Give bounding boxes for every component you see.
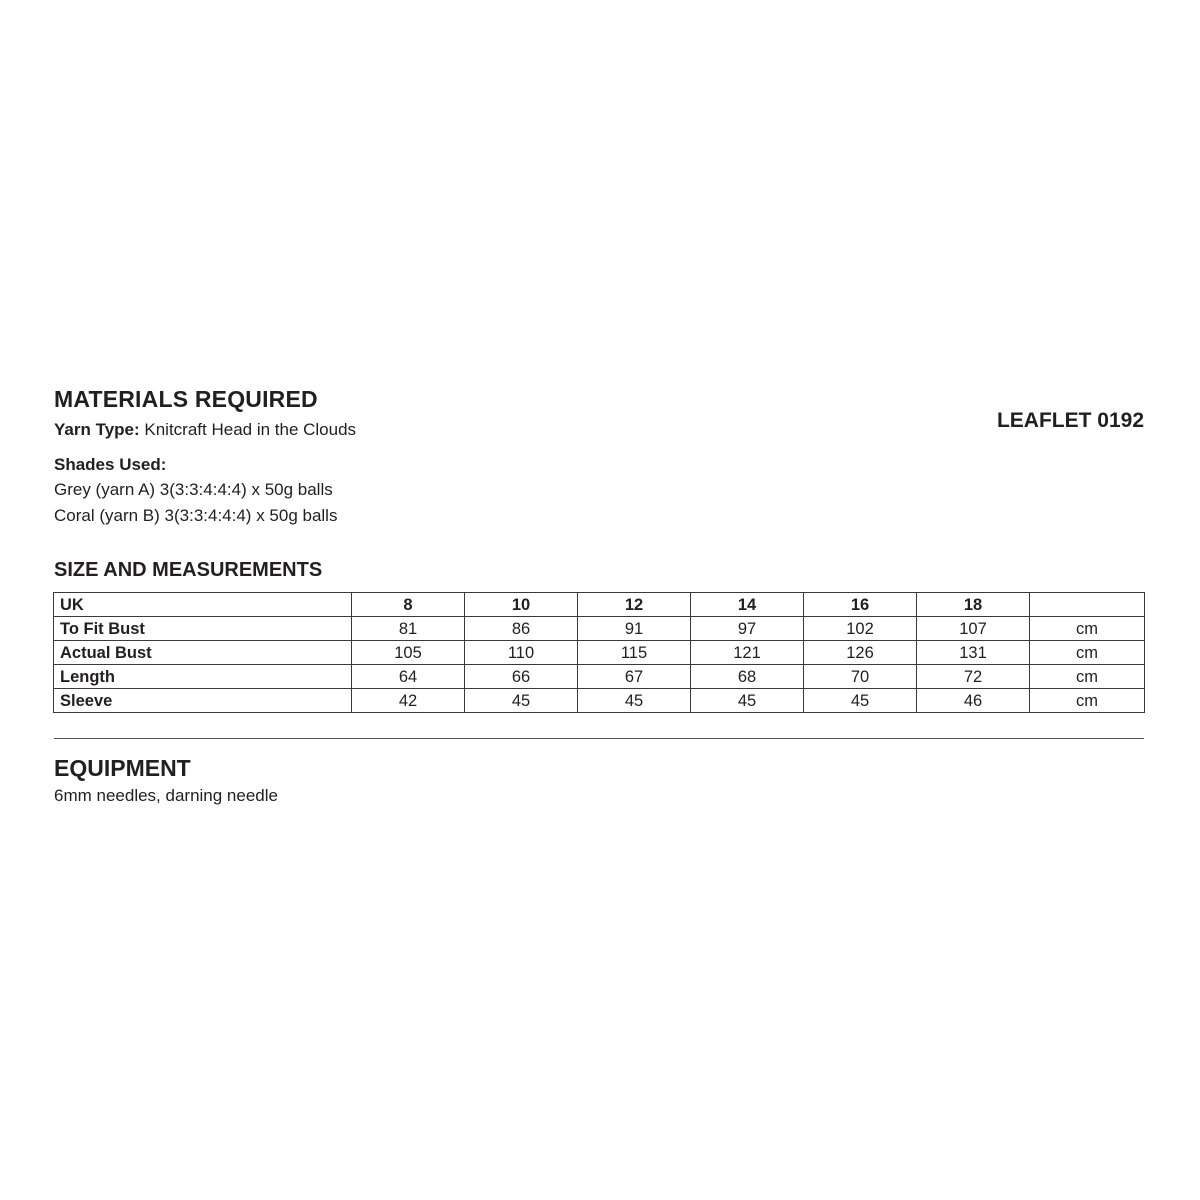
table-cell: 97 (691, 617, 804, 641)
table-cell: 45 (465, 689, 578, 713)
table-row (54, 641, 1145, 665)
table-cell: 115 (578, 641, 691, 665)
table-cell: 110 (465, 641, 578, 665)
yarn-type-line (54, 420, 356, 440)
table-cell: 81 (352, 617, 465, 641)
equipment-title: EQUIPMENT (54, 755, 191, 781)
table-cell: 121 (691, 641, 804, 665)
unit-cell: cm (1030, 689, 1145, 713)
table-header-row (54, 593, 1145, 617)
size-measurements-title: SIZE AND MEASUREMENTS (54, 559, 323, 581)
table-cell: 86 (465, 617, 578, 641)
table-cell: 64 (352, 665, 465, 689)
yarn-type-value: Knitcraft Head in the Clouds (139, 420, 357, 439)
table-cell: 42 (352, 689, 465, 713)
table-cell: 45 (578, 689, 691, 713)
row-label: Sleeve (54, 689, 352, 713)
table-cell: 105 (352, 641, 465, 665)
materials-title: MATERIALS REQUIRED (54, 386, 318, 412)
table-cell: 67 (578, 665, 691, 689)
header-cell: 18 (917, 593, 1030, 617)
table-cell: 107 (917, 617, 1030, 641)
size-table (53, 592, 1145, 713)
unit-cell: cm (1030, 665, 1145, 689)
shade-grey: Grey (yarn A) 3(3:3:4:4:4) x 50g balls (54, 480, 333, 499)
shades-used-label: Shades Used: (54, 455, 167, 474)
shade-coral: Coral (yarn B) 3(3:3:4:4:4) x 50g balls (54, 506, 338, 525)
row-label: To Fit Bust (54, 617, 352, 641)
table-cell: 45 (804, 689, 917, 713)
table-cell: 68 (691, 665, 804, 689)
header-cell (1030, 593, 1145, 617)
table-row (54, 665, 1145, 689)
table-cell: 66 (465, 665, 578, 689)
table-cell: 131 (917, 641, 1030, 665)
unit-cell: cm (1030, 641, 1145, 665)
table-cell: 45 (691, 689, 804, 713)
table-row (54, 689, 1145, 713)
header-cell: 8 (352, 593, 465, 617)
table-cell: 126 (804, 641, 917, 665)
header-cell: 14 (691, 593, 804, 617)
table-row (54, 617, 1145, 641)
table-cell: 72 (917, 665, 1030, 689)
yarn-type-label: Yarn Type: (54, 420, 140, 439)
header-cell: 12 (578, 593, 691, 617)
section-divider (54, 738, 1144, 739)
header-cell: 10 (465, 593, 578, 617)
table-cell: 46 (917, 689, 1030, 713)
row-label: Actual Bust (54, 641, 352, 665)
equipment-list: 6mm needles, darning needle (54, 786, 278, 805)
unit-cell: cm (1030, 617, 1145, 641)
leaflet-number: LEAFLET 0192 (996, 409, 1144, 432)
table-cell: 91 (578, 617, 691, 641)
row-label: Length (54, 665, 352, 689)
header-cell: 16 (804, 593, 917, 617)
table-cell: 102 (804, 617, 917, 641)
table-cell: 70 (804, 665, 917, 689)
header-cell: UK (54, 593, 352, 617)
